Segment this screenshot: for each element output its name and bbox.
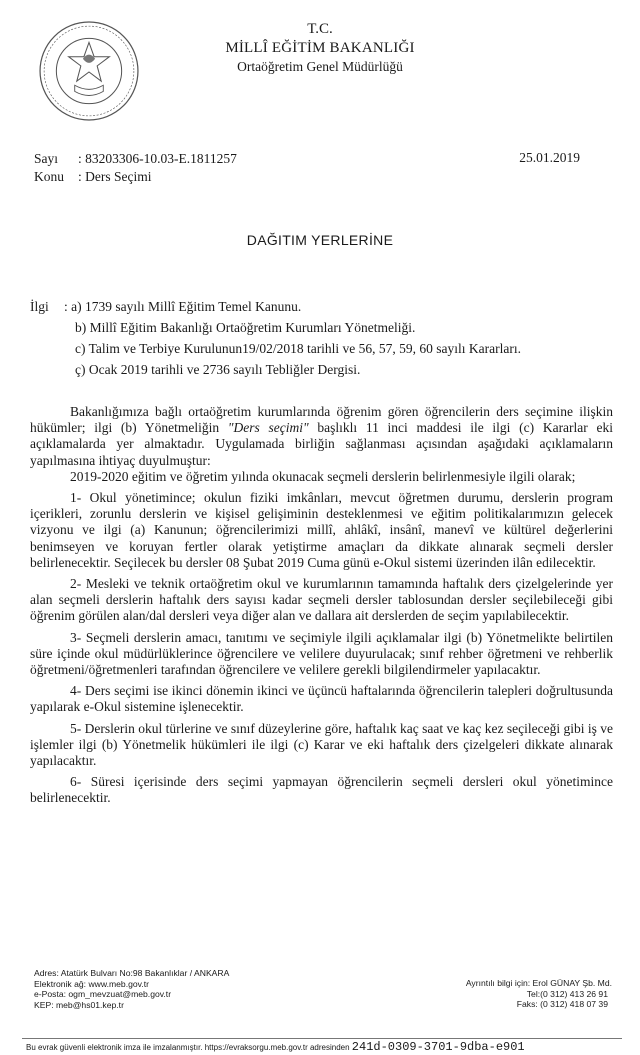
body-paragraph: 2- Mesleki ve teknik ortaöğretim okul ve kurumlarının tamamında haftalık ders çizelgelerinde yer alan seçmeli derslerin haftalık ders sayısı kadar seçmeli dersler tablosundan dersler seçilebileceği gibi öğrenim görülen alan/dal dersleri veya diğer alan ve dallara ait derslerden de seçim yapılabilecektir. xyxy=(30,576,613,624)
reference-item: c) Talim ve Terbiye Kurulunun19/02/2018 tarihli ve 56, 57, 59, 60 sayılı Kararları. xyxy=(75,341,522,356)
letter-body xyxy=(30,404,613,807)
reference-item: ç) Ocak 2019 tarihli ve 2736 sayılı Tebliğler Dergisi. xyxy=(75,362,361,377)
body-paragraph: 2019-2020 eğitim ve öğretim yılında okunacak seçmeli derslerin belirlenmesiyle ilgili olarak; xyxy=(70,468,576,484)
konu-line xyxy=(34,168,152,186)
ministry-name: MİLLÎ EĞİTİM BAKANLIĞI xyxy=(225,40,415,56)
letterhead xyxy=(150,20,490,75)
sayi-line xyxy=(34,150,237,168)
body-paragraph: 4- Ders seçimi ise ikinci dönemin ikinci ve üçüncü haftalarında öğrencilerin talepleri doğrultusunda yapılarak e-Okul sistemine işlenecektir. xyxy=(30,683,613,715)
directorate-name: Ortaöğretim Genel Müdürlüğü xyxy=(237,59,403,74)
body-paragraph: 5- Derslerin okul türlerine ve sınıf düzeylerine göre, haftalık kaç saat ve kaç kez seçileceği gibi iş ve işlemler ilgi (b) Yönetmelik hükümleri ile ilgi (c) Karar ve eki haftalık ders çizelgeleri dikkate alınarak yapılacaktır. xyxy=(30,720,613,769)
references-label: İlgi xyxy=(30,299,49,314)
verification-code: 241d-0309-3701-9dba-e901 xyxy=(351,1040,525,1054)
document-date: 25.01.2019 xyxy=(519,150,580,165)
verification-text: Bu evrak güvenli elektronik imza ile imzalanmıştır. https://evraksorgu.meb.gov.tr adresinden xyxy=(26,1043,350,1052)
distribution-heading: DAĞITIM YERLERİNE xyxy=(246,232,394,248)
ministry-seal-logo xyxy=(38,20,140,122)
body-paragraph: 3- Seçmeli derslerin amacı, tanıtımı ve seçimiyle ilgili açıklamalar ilgi (b) Yönetmelikte belirtilen süre içinde okul müdürlüklerince öğrencilere ve velilere duyurulacak; sınıf rehber öğretmeni ve rehberlik öğretmeni/öğretmenleri tarafından öğrencilere ve velilere gerekli bilgilendirmeler yapılacaktır. xyxy=(30,629,613,678)
konu-value: : Ders Seçimi xyxy=(78,169,152,184)
reference-item: İlgi : a) 1739 sayılı Millî Eğitim Temel Kanunu. xyxy=(30,296,620,317)
konu-label: Konu xyxy=(34,169,64,184)
footer-contact-left: Adres: Atatürk Bulvarı No:98 Bakanlıklar / ANKARA Elektronik ağ: www.meb.gov.tr e-Posta: ogm_mevzuat@meb.gov.tr KEP: meb@hs01.kep.tr xyxy=(34,968,230,1010)
sayi-label: Sayı xyxy=(34,151,59,166)
body-paragraph: Bakanlığımıza bağlı ortaöğretim kurumlarında öğrenim gören öğrencilerin ders seçimine ilişkin hükümler; ilgi (b) Yönetmeliğin "Ders seçimi" başlıklı 11 inci maddesi ile ilgi (c) Kararlar eki açıklamalarda yer almaktadır. Uygulamada birliğin sağlanması açısından aşağıdaki açıklamaların yapılmasına ihtiyaç duyulmuştur: xyxy=(30,404,613,468)
footer-contact-right: Ayrıntılı bilgi için: Erol GÜNAY Şb. Md. Tel:(0 312) 413 26 91 Faks: (0 312) 418 07 39 xyxy=(465,978,612,1010)
reference-item: b) Millî Eğitim Bakanlığı Ortaöğretim Kurumları Yönetmeliği. xyxy=(75,320,416,335)
body-paragraph: 1- Okul yönetimince; okulun fiziki imkânları, mevcut öğretmen durumu, derslerin program içerikleri, zorunlu derslerin ve kişisel gelişiminin desteklenmesi ve eğitim politikalarımızın gelecek vizyonu ve ilgi (a) Kanunun; öğrencilerimizi millî, ahlâkî, insânî, manevî ve kültürel değerlerini benimseyen ve koruyan fertler olarak yetiştirme amaçları da dikkate alınarak seçmeli dersler belirlenecektir. Seçilecek bu dersler 08 Şubat 2019 Cuma günü e-Okul sistemi üzerinden ilân edilecektir. xyxy=(30,490,613,570)
body-paragraph: 6- Süresi içerisinde ders seçimi yapmayan öğrencilerin seçmeli dersleri okul yönetimince belirlenecektir. xyxy=(30,774,613,806)
references-block xyxy=(30,296,620,380)
footer-divider xyxy=(22,1038,622,1039)
verification-strip xyxy=(0,1040,640,1055)
tc-heading: T.C. xyxy=(307,21,333,37)
sayi-value: : 83203306-10.03-E.1811257 xyxy=(78,151,237,166)
